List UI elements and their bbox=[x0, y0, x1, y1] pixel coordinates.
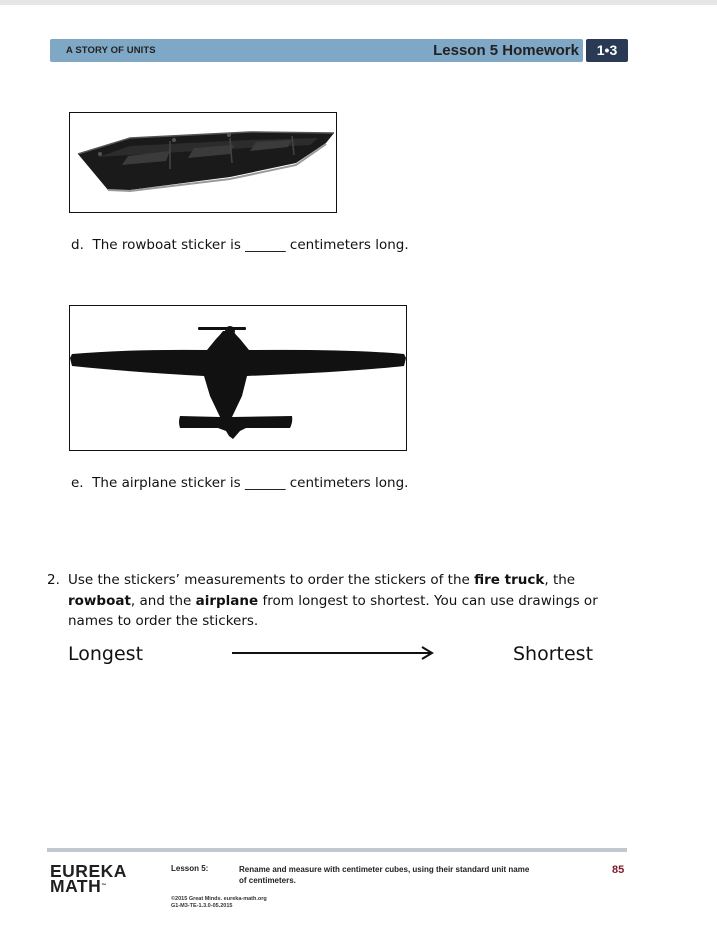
footer-lesson-label: Lesson 5: bbox=[171, 864, 209, 873]
problem-2-text-part: , and the bbox=[130, 592, 196, 609]
problem-e-text: e. The airplane sticker is ______ centimeters long. bbox=[71, 475, 409, 491]
problem-2-text-part: Use the stickers’ measurements to order the stickers of the bbox=[68, 572, 475, 588]
document-code: G1-M3-TE-1.3.0-05.2015 bbox=[171, 902, 233, 909]
problem-2-text bbox=[68, 570, 637, 632]
top-strip bbox=[0, 0, 717, 5]
footer-rule bbox=[47, 848, 627, 852]
copyright-line: ©2015 Great Minds. eureka-math.org bbox=[171, 896, 267, 902]
logo-trademark: ™ bbox=[101, 883, 107, 889]
airplane-icon bbox=[70, 306, 408, 452]
header-story-title: A STORY OF UNITS bbox=[66, 45, 156, 56]
airplane-term: airplane bbox=[195, 592, 259, 609]
rowboat-icon bbox=[70, 113, 338, 214]
problem-d-text: d. The rowboat sticker is ______ centimeters long. bbox=[71, 237, 409, 253]
logo-line-2: MATH bbox=[50, 876, 102, 896]
header-lesson-title: Lesson 5 Homework bbox=[433, 42, 579, 59]
rowboat-sticker-frame bbox=[69, 112, 337, 213]
eureka-math-logo bbox=[50, 861, 127, 896]
logo-line-1: EUREKA bbox=[50, 861, 127, 881]
fire-truck-term: fire truck bbox=[474, 572, 545, 588]
problem-2-text-part: from longest to shortest. You can use drawings or names to order the stickers. bbox=[68, 592, 598, 629]
footer-copyright bbox=[171, 896, 267, 909]
airplane-sticker-frame bbox=[69, 305, 407, 451]
shortest-label: Shortest bbox=[513, 643, 594, 665]
rowboat-term: rowboat bbox=[68, 592, 131, 609]
footer-lesson-description: Rename and measure with centimeter cubes, using their standard unit name of centimeters. bbox=[239, 865, 530, 885]
problem-2-number: 2. bbox=[47, 572, 60, 588]
problem-2 bbox=[47, 570, 637, 632]
right-arrow-icon bbox=[230, 644, 436, 662]
longest-label: Longest bbox=[68, 643, 144, 665]
page-number: 85 bbox=[612, 864, 625, 876]
module-topic-badge: 1•3 bbox=[586, 39, 628, 62]
problem-2-text-part: , the bbox=[544, 572, 576, 588]
